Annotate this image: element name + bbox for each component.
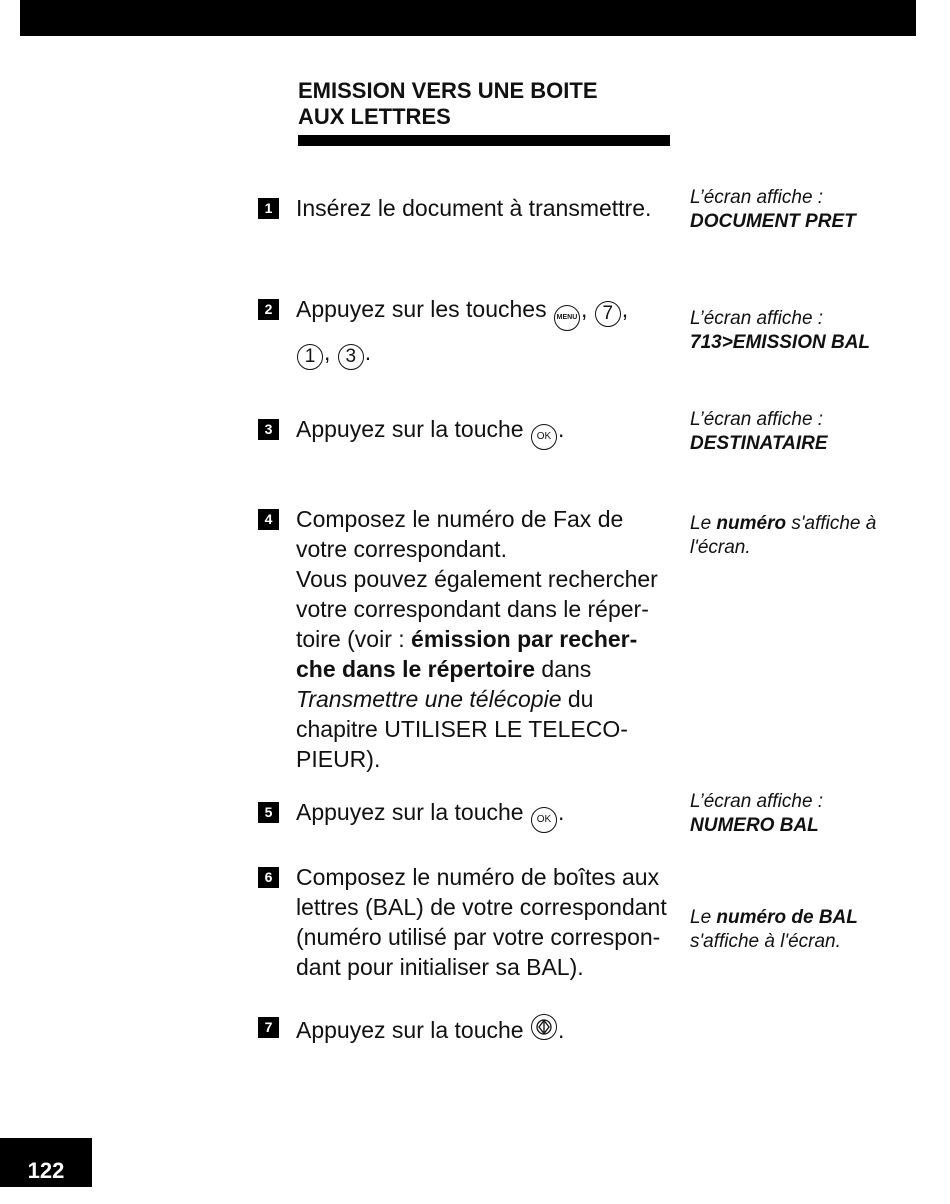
ok-key-icon: OK (531, 424, 557, 450)
note-3 (690, 408, 930, 456)
note-label: L’écran affiche : (690, 409, 824, 430)
note-4 (690, 512, 930, 560)
section-title (298, 78, 678, 130)
note-1 (690, 186, 930, 234)
key-1-icon: 1 (297, 344, 323, 370)
note-value: NUMERO BAL (690, 815, 819, 836)
note-bold: numéro (716, 513, 787, 534)
note-value: 713>EMISSION BAL (690, 332, 871, 353)
step-number: 2 (258, 299, 279, 320)
step-text: Appuyez sur la touche (296, 799, 524, 825)
note-line: s'affiche à l'écran. (690, 931, 841, 952)
step-text-line: Composez le numéro de boîtes aux (296, 864, 660, 890)
top-black-bar (20, 0, 916, 36)
note-bold: numéro de BAL (716, 907, 858, 928)
note-segment: Le (690, 513, 717, 534)
step-text-segment: du (561, 686, 594, 712)
note-line: l'écran. (690, 537, 751, 558)
step-text-line: (numéro utilisé par votre correspon- (296, 924, 661, 950)
step-text-line: lettres (BAL) de votre correspondant (296, 894, 667, 920)
note-value: DOCUMENT PRET (690, 211, 856, 232)
note-segment: Le (690, 907, 717, 928)
ok-key-icon: OK (531, 807, 557, 833)
heading-underline (298, 135, 670, 146)
step-text-line: chapitre UTILISER LE TELECO- (296, 716, 628, 742)
section-title-line1: EMISSION VERS UNE BOITE (298, 78, 598, 103)
step-text-bold: émission par recher- (411, 626, 638, 652)
note-5 (690, 790, 930, 838)
step-text-line: Vous pouvez également rechercher (296, 566, 658, 592)
step-number: 3 (258, 419, 279, 440)
note-value: DESTINATAIRE (690, 433, 828, 454)
step-number: 4 (258, 509, 279, 530)
note-2 (690, 307, 930, 355)
note-label: L’écran affiche : (690, 791, 824, 812)
step-text-segment: toire (voir : (296, 626, 412, 652)
step-number: 5 (258, 802, 279, 823)
step-number: 6 (258, 867, 279, 888)
note-label: L’écran affiche : (690, 308, 824, 329)
step-text: Insérez le document à transmettre. (296, 195, 652, 221)
step-text-line: dant pour initialiser sa BAL). (296, 954, 584, 980)
section-title-line2: AUX LETTRES (298, 104, 451, 129)
note-label: L’écran affiche : (690, 187, 824, 208)
step-text-line: PIEUR). (296, 746, 381, 772)
key-3-icon: 3 (338, 344, 364, 370)
step-text: Appuyez sur les touches (296, 296, 547, 322)
note-segment: s'affiche à (786, 513, 877, 534)
step-text: Appuyez sur la touche (296, 1017, 524, 1043)
step-text-line: Composez le numéro de Fax de (296, 506, 624, 532)
step-text-bold: che dans le répertoire (296, 656, 536, 682)
step-number: 1 (258, 198, 279, 219)
step-text: Appuyez sur la touche (296, 416, 524, 442)
note-6 (690, 906, 930, 954)
key-7-icon: 7 (595, 301, 621, 327)
step-text-segment: dans (535, 656, 592, 682)
start-icon (531, 1014, 557, 1040)
step-text-italic: Transmettre une télécopie (296, 686, 562, 712)
page-number: 122 (0, 1138, 92, 1187)
step-number: 7 (258, 1017, 279, 1038)
menu-key-icon: MENU (554, 305, 580, 331)
step-text-line: votre correspondant. (296, 536, 507, 562)
step-text-line: votre correspondant dans le réper- (296, 596, 649, 622)
